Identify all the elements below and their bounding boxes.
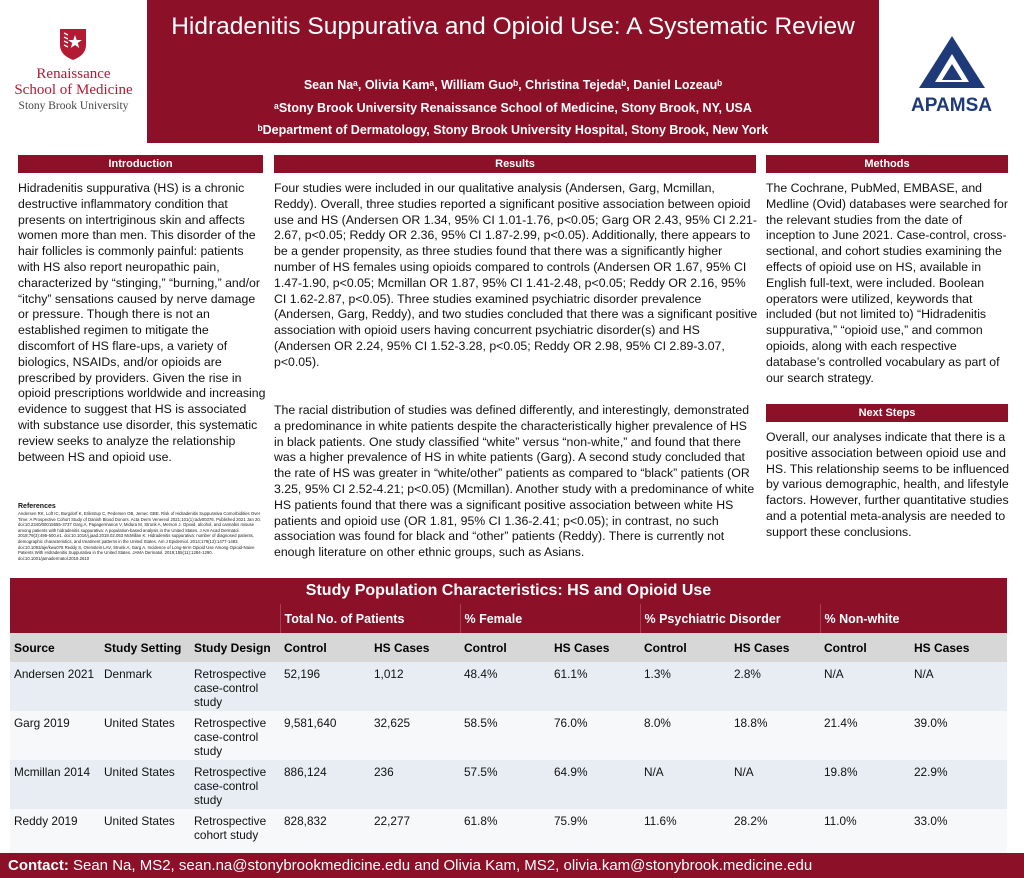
table-cell: N/A — [910, 662, 1007, 711]
table-group-header-row — [10, 604, 1007, 633]
table-cell: 64.9% — [550, 760, 640, 809]
table-cell: 21.4% — [820, 711, 910, 760]
column-header: Control — [640, 633, 730, 662]
contact-text: Sean Na, MS2, sean.na@stonybrookmedicine.edu and Olivia Kam, MS2, olivia.kam@stonybrook.medicine.edu — [68, 857, 813, 874]
author-list: Sean Naᵃ, Olivia Kamᵃ, William Guoᵇ, Christina Tejedaᵇ, Daniel Lozeauᵇ — [303, 78, 723, 92]
logo-line-1: Renaissance — [36, 66, 111, 82]
table-cell: Andersen 2021 — [10, 662, 100, 711]
table-cell: 8.0% — [640, 711, 730, 760]
methods-body: The Cochrane, PubMed, EMBASE, and Medline (Ovid) databases were searched for the relevant studies from the date of inception to June 2021. Case-control, cross-sectional, and cohort studies examining the effects of opioid use on HS, available in English full-text, were included. Boolean operators were utilized, keywords that included (but not limited to) “Hidradenitis suppurativa,” “opioid use,” and common opioids, along with each respective database’s controlled vocabulary as part of our search strategy. — [766, 181, 1008, 385]
results-paragraph-2: The racial distribution of studies was defined differently, and interestingly, demonstrated a predominance in white patients despite the characteristically higher prevalence of HS in black patients. One study classified “white” versus “non-white,” and found that there was a higher prevalence of HS in white patients (Garg). A second study concluded that the rate of HS was greater in “white/other” patients as compared to “black” patients (OR 3.25, 95% CI 2.52-4.21; p<0.05) (Mcmillan). Another study with a predominance of white HS patients found that there was a significant positive association between white HS patients and opioid use (OR 1.81, 95% CI 1.36-2.41; p<0.05); in contrast, no such association was found for black and “other” patients (Reddy). There is currently not enough literature on other ethnic groups, such as Asians. — [274, 403, 755, 560]
table-cell: 22.9% — [910, 760, 1007, 809]
school-logo — [0, 0, 147, 143]
column-header: HS Cases — [910, 633, 1007, 662]
table-cell: Denmark — [100, 662, 190, 711]
next-steps-heading: Next Steps — [766, 404, 1008, 422]
table-cell: 48.4% — [460, 662, 550, 711]
table-cell: United States — [100, 760, 190, 809]
column-header: Study Setting — [100, 633, 190, 662]
table-cell: 52,196 — [280, 662, 370, 711]
logo-line-3: Stony Brook University — [18, 100, 129, 112]
table-cell: 2.8% — [730, 662, 820, 711]
column-header: HS Cases — [550, 633, 640, 662]
column-header: Control — [820, 633, 910, 662]
group-blank — [10, 604, 100, 633]
table-cell: 32,625 — [370, 711, 460, 760]
column-header: HS Cases — [370, 633, 460, 662]
poster-title: Hidradenitis Suppurativa and Opioid Use: A Systematic Review — [171, 13, 855, 40]
table-column-header-row — [10, 633, 1007, 662]
table-cell: Retrospective case-control study — [190, 662, 280, 711]
table-cell: 22,277 — [370, 809, 460, 856]
table-cell: N/A — [640, 760, 730, 809]
table-cell: 61.1% — [550, 662, 640, 711]
table-cell: 828,832 — [280, 809, 370, 856]
table-cell: 11.6% — [640, 809, 730, 856]
group-blank — [100, 604, 190, 633]
contact-label: Contact: — [8, 857, 69, 874]
affiliation-b: ᵇDepartment of Dermatology, Stony Brook University Hospital, Stony Brook, New York — [257, 123, 769, 137]
introduction-body: Hidradenitis suppurativa (HS) is a chronic destructive inflammatory condition that presents on intertriginous skin and affects women more than men. This disorder of the hair follicles is commonly painful: patients with HS also report neuropathic pain, characterized by “stinging,” “burning,” and/or “itchy” sensations caused by nerve damage or pressure. Though there is not an established regimen to mitigate the discomfort of HS flare-ups, a variety of biologics, NSAIDs, and/or opioids are prescribed by providers. Given the rise in opioid prescriptions worldwide and increasing evidence to suggest that HS is associated with substance use disorder, this systematic review seeks to analyze the relationship between HS and opioid use. — [18, 181, 266, 464]
poster-header — [147, 0, 879, 143]
triangle-logo-icon — [917, 34, 987, 90]
column-header: HS Cases — [730, 633, 820, 662]
table-cell: 76.0% — [550, 711, 640, 760]
table-row — [10, 662, 1007, 711]
contact-footer — [0, 853, 1024, 878]
logo-line-2: School of Medicine — [14, 82, 133, 98]
table-cell: 61.8% — [460, 809, 550, 856]
table-cell: 1.3% — [640, 662, 730, 711]
table-cell: 1,012 — [370, 662, 460, 711]
group-header: Total No. of Patients — [280, 604, 460, 633]
table-cell: 39.0% — [910, 711, 1007, 760]
table-cell: 57.5% — [460, 760, 550, 809]
next-steps-body: Overall, our analyses indicate that there is a positive association between opioid use and HS. This relationship seems to be influenced by various demographic, health, and lifestyle factors. However, further quantitative studies and a potential meta-analysis are needed to support these conclusions. — [766, 430, 1010, 539]
table-cell: Retrospective cohort study — [190, 809, 280, 856]
table-cell: 18.8% — [730, 711, 820, 760]
table-cell: 9,581,640 — [280, 711, 370, 760]
table-cell: 28.2% — [730, 809, 820, 856]
table-cell: N/A — [730, 760, 820, 809]
results-paragraph-1: Four studies were included in our qualitative analysis (Andersen, Garg, Mcmillan, Reddy). Overall, three studies reported a significant positive association between opioid use and HS (Andersen OR 1.34, 95% CI 1.01-1.76, p<0.05; Garg OR 2.43, 95% CI 2.21-2.67, p<0.05; Reddy OR 2.36, 95% CI 1.87-2.99, p<0.05). Additionally, there appears to be a gender propensity, as three studies found that there was a significantly higher number of HS females using opioids compared to controls (Andersen OR 1.67, 95% CI 1.47-1.90, p<0.05; Mcmillan OR 1.87, 95% CI 1.41-2.48, p<0.05; Reddy OR 2.16, 95% CI 1.62-2.87, p<0.05). Three studies examined psychiatric disorder prevalence (Andersen, Garg, Reddy), and two studies concluded that there was a significant positive association with opioid users having concurrent psychiatric disorder(s) and HS (Andersen OR 2.24, 95% CI 1.52-3.28, p<0.05; Reddy OR 2.98, 95% CI 2.89-3.07, p<0.05). — [274, 181, 758, 369]
table-cell: Mcmillan 2014 — [10, 760, 100, 809]
table-cell: 33.0% — [910, 809, 1007, 856]
table-cell: United States — [100, 809, 190, 856]
column-header: Control — [280, 633, 370, 662]
table-cell: Retrospective case-control study — [190, 760, 280, 809]
column-header: Control — [460, 633, 550, 662]
table-row — [10, 711, 1007, 760]
apamsa-logo — [879, 0, 1024, 143]
table-cell: United States — [100, 711, 190, 760]
group-header: % Female — [460, 604, 640, 633]
results-heading: Results — [274, 155, 756, 173]
table-row — [10, 809, 1007, 856]
table-cell: 886,124 — [280, 760, 370, 809]
population-table — [10, 604, 1007, 856]
table-cell: 236 — [370, 760, 460, 809]
table-cell: Retrospective case-control study — [190, 711, 280, 760]
table-cell: N/A — [820, 662, 910, 711]
methods-heading: Methods — [766, 155, 1008, 173]
introduction-heading: Introduction — [18, 155, 263, 173]
table-cell: Garg 2019 — [10, 711, 100, 760]
references-heading: References — [18, 503, 56, 510]
column-header: Study Design — [190, 633, 280, 662]
table-cell: 11.0% — [820, 809, 910, 856]
group-header: % Psychiatric Disorder — [640, 604, 820, 633]
table-row — [10, 760, 1007, 809]
table-cell: 75.9% — [550, 809, 640, 856]
affiliation-a: ᵃStony Brook University Renaissance School of Medicine, Stony Brook, NY, USA — [274, 101, 752, 115]
references-list: Andersen RK, Loft IC, Burgdorf K, Erikstrup C, Pedersen OB, Jemec GBE. Risk of Hidradenitis Suppurativa Comorbidities Over Time: A Prospective Cohort Study of Danish Blood Donors. Acta Derm Venereol 2021;101(1):adv00376. Published 2021 Jan 20. doi:10.2340/00015555-3737 Garg A, Papagermanos V, Midura M, Strunk A, Merson J. Opioid, alcohol, and cannabis misuse among patients with hidradenitis suppurativa: A population-based analysis in the United States. J Am Acad Dermatol. 2018;79(3):495-500.e1. doi:10.1016/j.jaad.2018.02.053 McMillan K. Hidradenitis suppurativa: number of diagnosed patients, demographic characteristics, and treatment patterns in the United States. Am J Epidemiol. 2014;179(12):1477-1483. doi:10.1093/aje/kwu078 Reddy S, Orenstein LAV, Strunk A, Garg A. Incidence of Long-term Opioid Use Among Opioid-Naive Patients With Hidradenitis Suppurativa in the United States. JAMA Dermatol. 2019;155(11):1284-1290. doi:10.1001/jamadermatol.2019.2610 — [18, 511, 261, 561]
table-title: Study Population Characteristics: HS and Opioid Use — [10, 578, 1007, 604]
group-header: % Non-white — [820, 604, 1007, 633]
shield-star-icon — [58, 27, 88, 61]
table-cell: Reddy 2019 — [10, 809, 100, 856]
group-blank — [190, 604, 280, 633]
table-cell: 58.5% — [460, 711, 550, 760]
table-cell: 19.8% — [820, 760, 910, 809]
column-header: Source — [10, 633, 100, 662]
apamsa-text: APAMSA — [911, 95, 992, 116]
